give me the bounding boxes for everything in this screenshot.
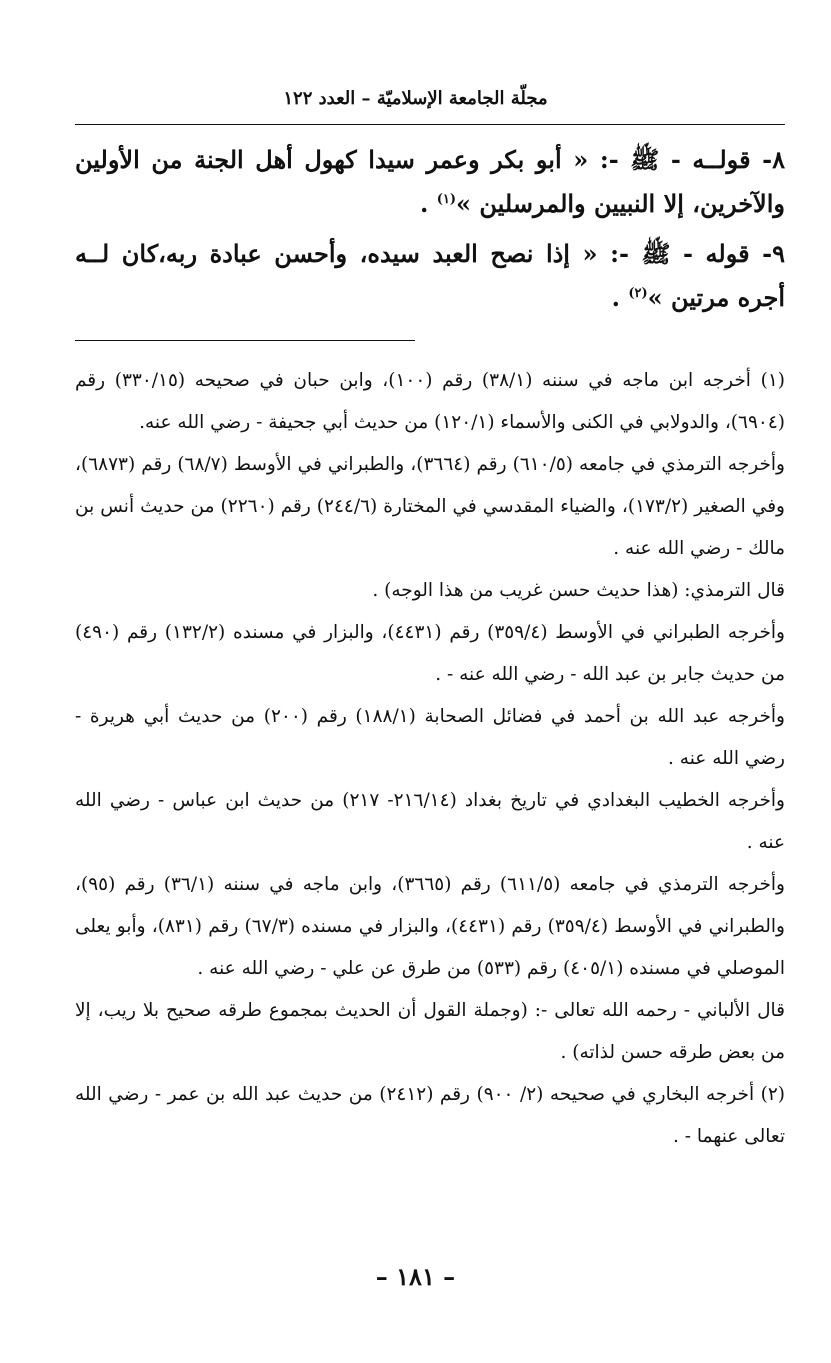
header-divider xyxy=(75,124,785,125)
footnote-ref[interactable]: (٢) xyxy=(628,286,648,301)
hadith-item-8 xyxy=(75,138,785,226)
footnote-paragraph: وأخرجه عبد الله بن أحمد في فضائل الصحابة (١٨٨/١) رقم (٢٠٠) من حديث أبي هريرة - رضي الله عنه . xyxy=(75,706,785,769)
hadith-end: . xyxy=(611,283,629,312)
hadith-text: ٩- قوله - ﷺ -: « إذا نصح العبد سيده، وأحسن عبادة ربه،كان لــه أجره مرتين » xyxy=(75,239,785,312)
hadith-text: ٨- قولــه - ﷺ -: « أبو بكر وعمر سيدا كهول أهل الجنة من الأولين والآخرين، إلا النبيين والمرسلين » xyxy=(75,145,785,218)
footnote-paragraph: قال الترمذي: (هذا حديث حسن غريب من هذا الوجه) . xyxy=(372,580,785,601)
footnote-divider xyxy=(75,340,415,341)
footnote-paragraph: وأخرجه الخطيب البغدادي في تاريخ بغداد (٢١٦/١٤- ٢١٧) من حديث ابن عباس - رضي الله عنه . xyxy=(75,790,785,853)
page-number: – ١٨١ – xyxy=(375,1262,456,1291)
footnote-2: (٢) أخرجه البخاري في صحيحه (٢/ ٩٠٠) رقم (٢٤١٢) من حديث عبد الله بن عمر - رضي الله تعالى عنهما - . xyxy=(75,1084,785,1147)
footnote-paragraph: قال الألباني - رحمه الله تعالى -: (وجملة القول أن الحديث بمجموع طرقه صحيح بلا ريب، إلا من بعض طرقه حسن لذاته) . xyxy=(75,1000,785,1063)
hadith-end: . xyxy=(420,189,437,218)
footnote-paragraph: وأخرجه الطبراني في الأوسط (٣٥٩/٤) رقم (٤٤٣١)، والبزار في مسنده (١٣٢/٢) رقم (٤٩٠) من حديث جابر بن عبد الله - رضي الله عنه - . xyxy=(75,622,785,685)
footnotes xyxy=(75,360,785,1158)
footnote-paragraph: وأخرجه الترمذي في جامعه (٦١٠/٥) رقم (٣٦٦٤)، والطبراني في الأوسط (٦٨/٧) رقم (٦٨٧٣)، وفي الصغير (١٧٣/٢)، والضياء المقدسي في المختارة (٢٤٤/٦) رقم (٢٢٦٠) من حديث أنس بن مالك - رضي الله عنه . xyxy=(75,454,785,559)
hadith-item-9 xyxy=(75,232,785,320)
footnote-ref[interactable]: (١) xyxy=(436,192,457,207)
main-text xyxy=(75,138,785,326)
footnote-1: (١) أخرجه ابن ماجه في سننه (٣٨/١) رقم (١٠٠)، وابن حبان في صحيحه (٣٣٠/١٥) رقم (٦٩٠٤)، والدولابي في الكنى والأسماء (١٢٠/١) من حديث أبي جحيفة - رضي الله عنه. xyxy=(75,370,785,433)
footnote-paragraph: وأخرجه الترمذي في جامعه (٦١١/٥) رقم (٣٦٦٥)، وابن ماجه في سننه (٣٦/١) رقم (٩٥)، والطبراني في الأوسط (٣٥٩/٤) رقم (٤٤٣١)، والبزار في مسنده (٦٧/٣) رقم (٨٣١)، وأبو يعلى الموصلي في مسنده (٤٠٥/١) رقم (٥٣٣) من طرق عن علي - رضي الله عنه . xyxy=(75,874,785,979)
running-header: مجلّة الجامعة الإسلاميّة – العدد ١٢٢ xyxy=(283,88,548,109)
